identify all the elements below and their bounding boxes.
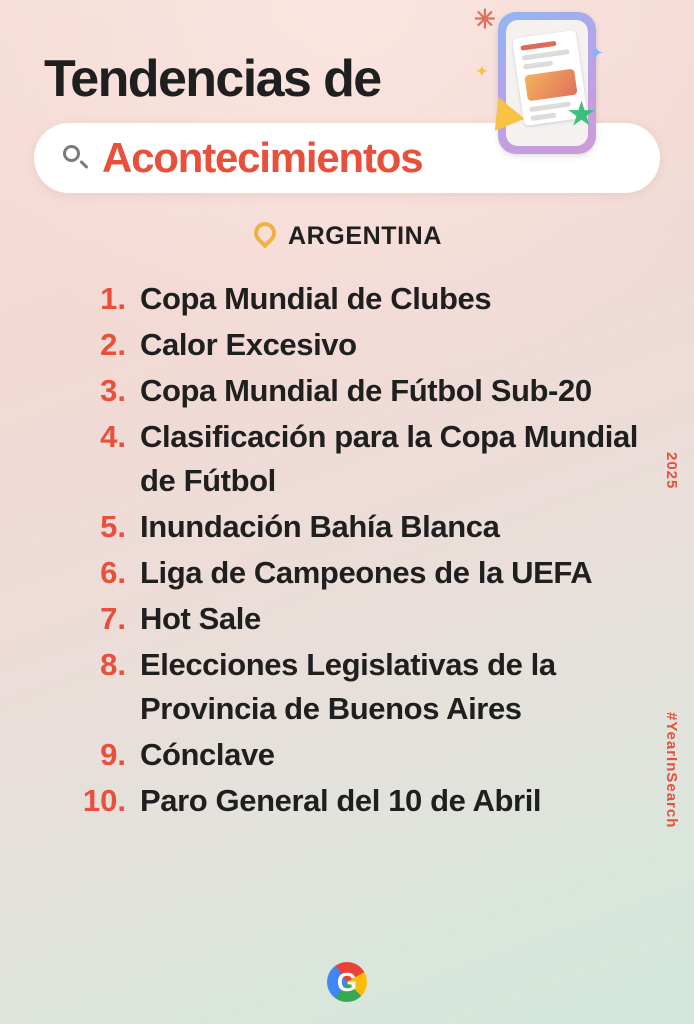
list-item[interactable] — [64, 415, 654, 503]
list-item-rank: 2. — [100, 326, 126, 362]
list-item-rank: 5. — [100, 508, 126, 544]
location-name: ARGENTINA — [287, 222, 442, 251]
list-item-rank: 8. — [100, 646, 126, 682]
sparkle-icon: ✳ — [474, 4, 496, 34]
list-item-rank: 9. — [100, 736, 126, 772]
list-item-rank: 1. — [100, 280, 126, 316]
phone-document-icon — [470, 4, 620, 164]
list-item[interactable] — [64, 643, 654, 731]
list-item-label: Paro General del 10 de Abril — [140, 782, 542, 818]
google-g-logo — [327, 962, 367, 1002]
search-term: Acontecimientos — [102, 133, 423, 181]
doc-line — [522, 49, 570, 61]
list-item-rank: 7. — [100, 600, 126, 636]
list-item-rank: 4. — [100, 418, 126, 454]
sparkle-icon: ✦ — [588, 43, 604, 63]
page-title: Tendencias de — [44, 50, 381, 108]
sparkle-icon: ✦ — [476, 63, 488, 79]
location-row — [0, 221, 694, 253]
list-item[interactable] — [64, 505, 654, 549]
location-pin-icon — [252, 221, 278, 253]
list-item-label: Elecciones Legislativas de la Provincia de Buenos Aires — [140, 646, 556, 726]
search-icon — [60, 143, 90, 173]
list-item-label: Cónclave — [140, 736, 275, 772]
list-item-rank: 6. — [100, 554, 126, 590]
header — [0, 0, 694, 131]
doc-line — [520, 41, 556, 51]
list-item-rank: 10. — [82, 782, 126, 818]
list-item-label: Hot Sale — [140, 600, 261, 636]
star-icon: ★ — [568, 98, 595, 131]
list-item[interactable] — [64, 277, 654, 321]
list-item[interactable] — [64, 369, 654, 413]
list-item[interactable] — [64, 323, 654, 367]
doc-line — [529, 101, 571, 112]
list-item[interactable] — [64, 733, 654, 777]
list-item-label: Calor Excesivo — [140, 326, 357, 362]
list-item[interactable] — [64, 779, 654, 823]
list-item[interactable] — [64, 551, 654, 595]
list-item-label: Copa Mundial de Clubes — [140, 280, 492, 316]
list-item-label: Inundación Bahía Blanca — [140, 508, 500, 544]
list-item-label: Clasificación para la Copa Mundial de Fútbol — [140, 418, 639, 498]
footer — [0, 962, 694, 1002]
hashtag-label: #YearInSearch — [663, 712, 680, 829]
list-item[interactable] — [64, 597, 654, 641]
doc-line — [530, 113, 556, 122]
doc-thumbnail — [524, 69, 577, 102]
year-label: 2025 — [663, 452, 680, 490]
list-item-rank: 3. — [100, 372, 126, 408]
list-item-label: Copa Mundial de Fútbol Sub-20 — [140, 372, 592, 408]
doc-line — [523, 60, 553, 69]
trends-list — [64, 277, 654, 823]
list-item-label: Liga de Campeones de la UEFA — [140, 554, 593, 590]
